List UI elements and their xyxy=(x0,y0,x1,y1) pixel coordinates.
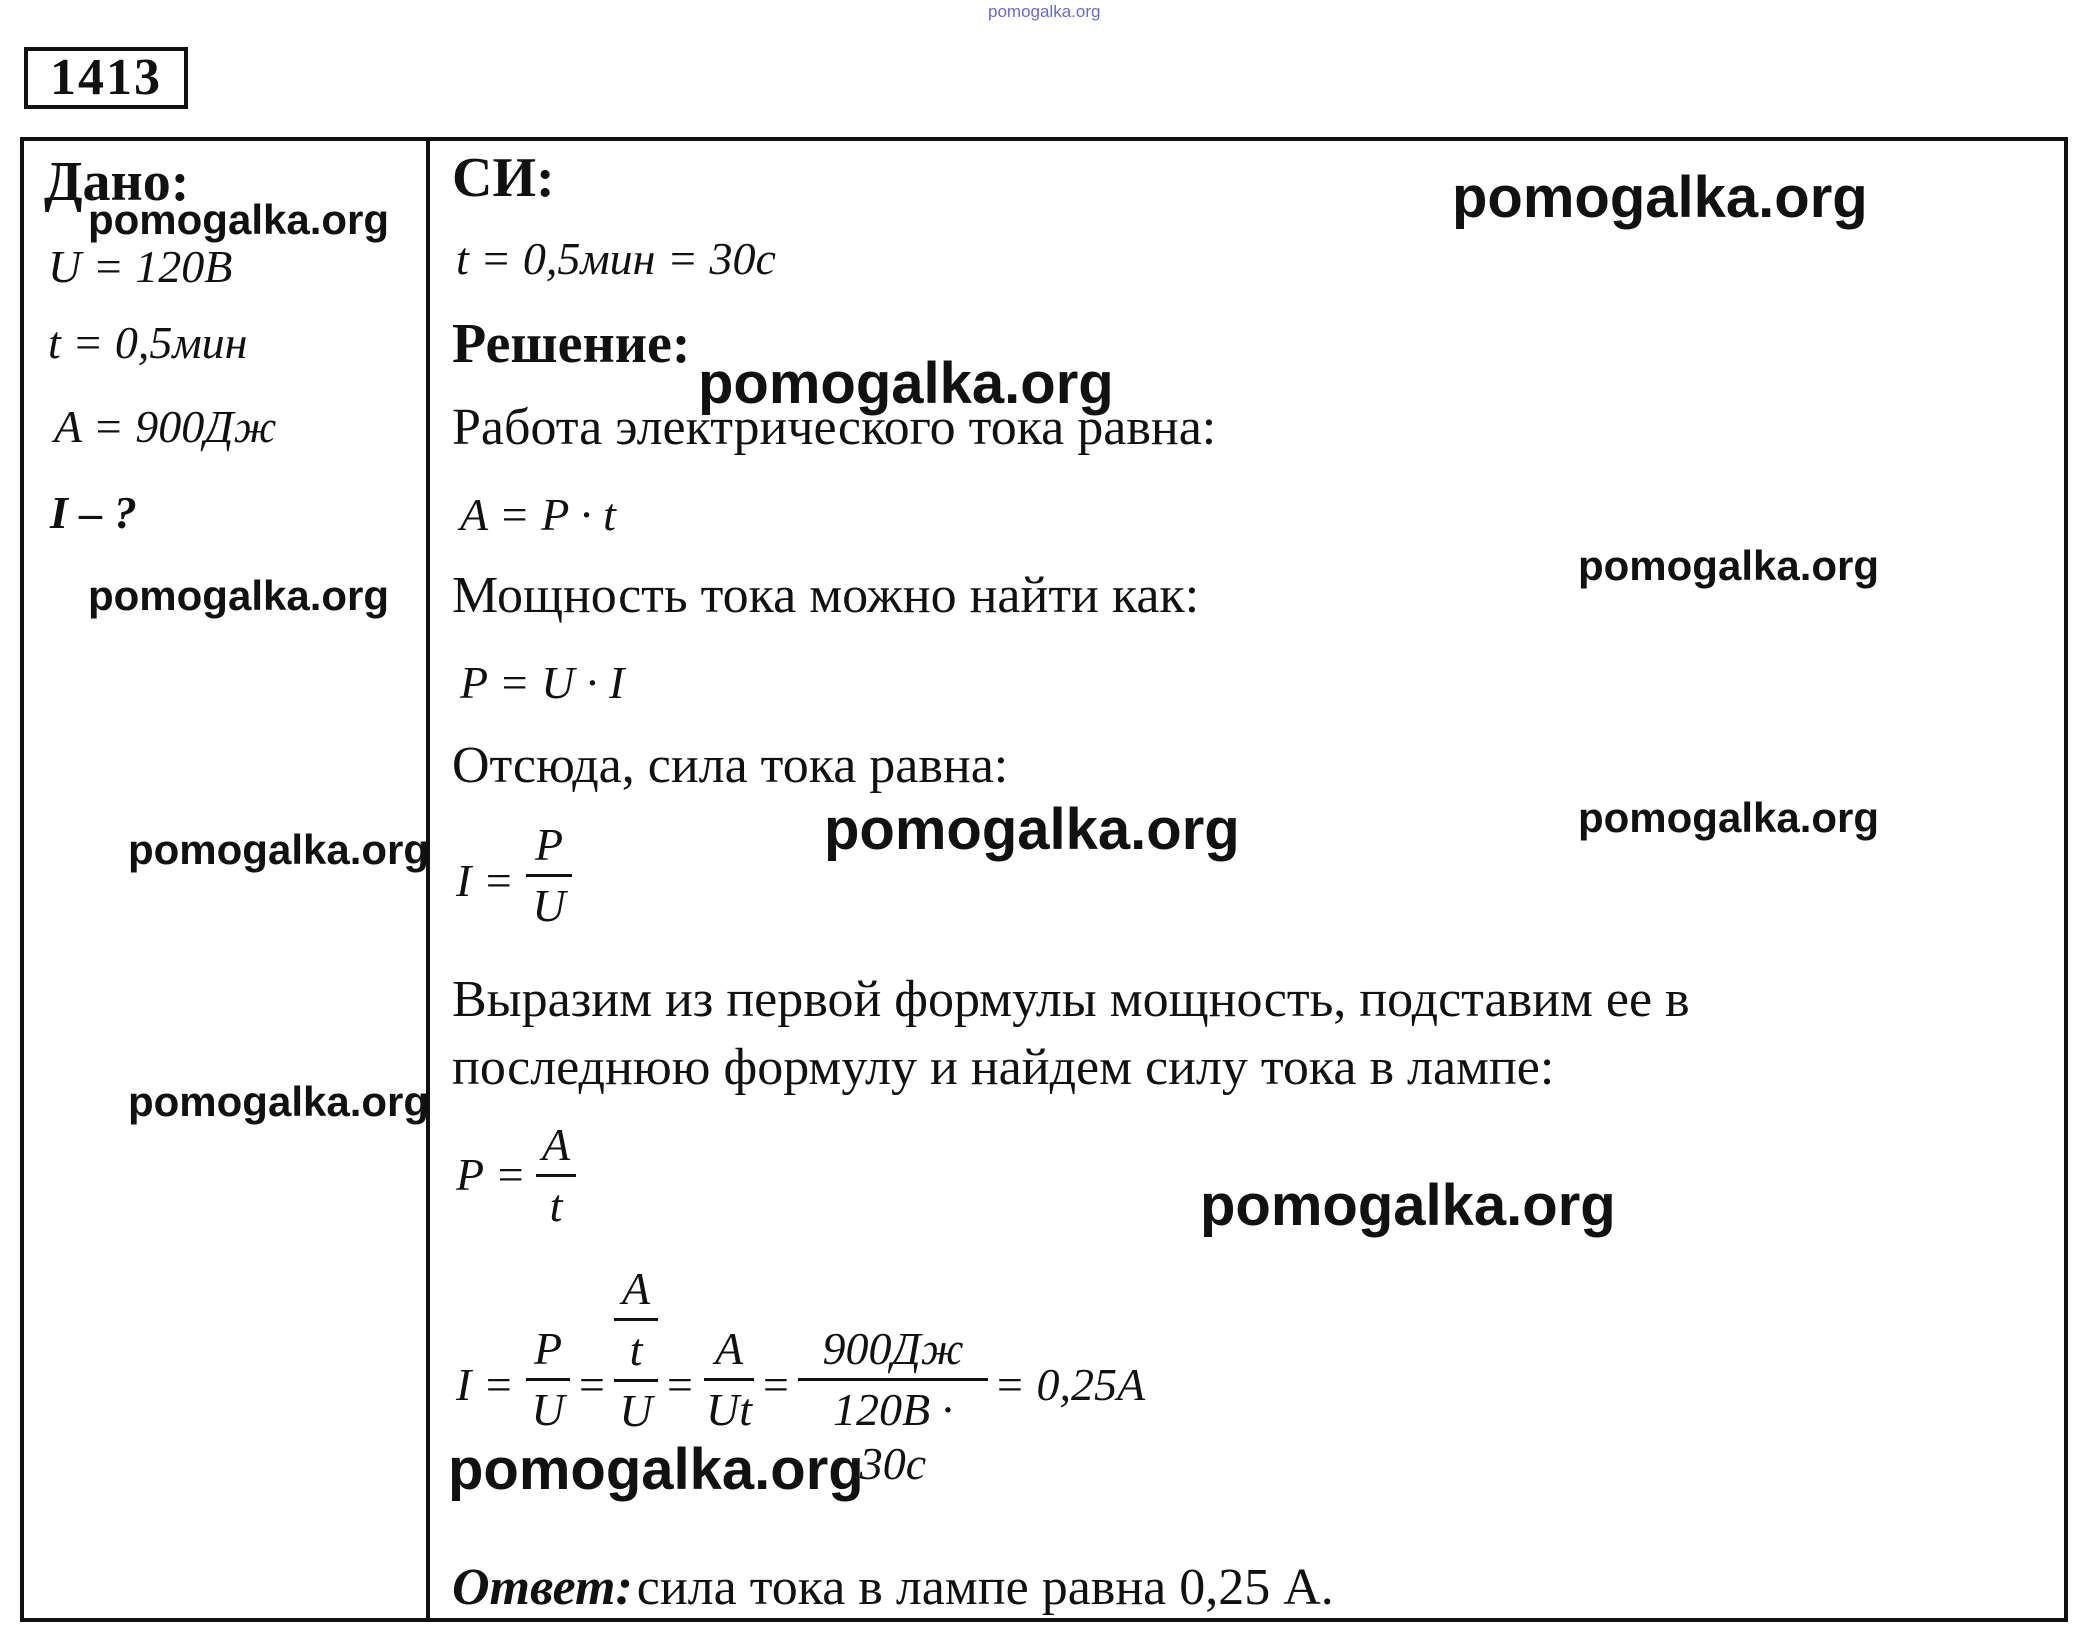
fraction-numerator: P xyxy=(533,1323,563,1374)
answer-label: Ответ: xyxy=(452,1559,633,1616)
fraction-bar xyxy=(536,1174,576,1177)
fraction-denominator: Ut xyxy=(706,1384,752,1435)
given-work: A = 900Дж xyxy=(54,401,277,452)
watermark: pomogalka.org xyxy=(1578,542,1880,589)
fraction-p-over-u xyxy=(526,818,572,933)
formula-current-lhs: I = xyxy=(456,855,514,906)
final-result: = 0,25A xyxy=(994,1359,1146,1410)
watermark: pomogalka.org xyxy=(1452,165,1868,230)
solution-text-1: Работа электрического тока равна: xyxy=(452,399,1217,456)
solution-text-4b: последнюю формулу и найдем силу тока в лампе: xyxy=(452,1039,1555,1096)
fraction-denominator: 120B · 30c xyxy=(832,1384,954,1489)
fraction-bar xyxy=(614,1318,658,1321)
watermark: pomogalka.org xyxy=(128,826,430,873)
fraction-numerator: P xyxy=(534,819,564,870)
fraction-denominator: U xyxy=(531,1384,565,1435)
si-conversion: t = 0,5мин = 30c xyxy=(456,233,776,284)
given-time: t = 0,5мин xyxy=(48,317,248,368)
watermark: pomogalka.org xyxy=(698,351,1114,416)
column-divider xyxy=(426,137,430,1622)
watermark: pomogalka.org xyxy=(128,1078,430,1125)
fraction-numerator: A xyxy=(621,1263,651,1314)
fraction-numerator: A xyxy=(714,1323,744,1374)
solution-text-2: Мощность тока можно найти как: xyxy=(452,567,1200,624)
fraction-bar xyxy=(798,1378,988,1381)
fraction-bar xyxy=(526,874,572,877)
fraction-denominator: t xyxy=(549,1180,563,1231)
answer-line xyxy=(452,1558,1334,1617)
si-heading: СИ: xyxy=(452,147,555,209)
equals-sign: = xyxy=(760,1359,792,1410)
answer-text: сила тока в лампе равна 0,25 А. xyxy=(636,1559,1334,1616)
final-fraction-compound xyxy=(614,1262,658,1438)
watermark: pomogalka.org xyxy=(88,196,390,243)
fraction-denominator: U xyxy=(619,1385,653,1436)
watermark: pomogalka.org xyxy=(824,797,1240,862)
fraction-numerator: A xyxy=(541,1119,571,1170)
fraction-bar xyxy=(704,1378,754,1381)
watermark: pomogalka.org xyxy=(88,572,390,619)
given-voltage: U = 120B xyxy=(48,241,233,292)
solution-text-4a: Выразим из первой формулы мощность, подставим ее в xyxy=(452,971,1690,1028)
fraction-numerator: 900Дж xyxy=(822,1323,964,1374)
formula-work: A = P · t xyxy=(460,489,616,540)
watermark: pomogalka.org xyxy=(1578,794,1880,841)
equals-sign: = xyxy=(576,1359,608,1410)
given-unknown: I – ? xyxy=(50,487,137,538)
fraction-denominator: U xyxy=(532,880,566,931)
formula-power-work-lhs: P = xyxy=(456,1149,526,1200)
solution-text-3: Отсюда, сила тока равна: xyxy=(452,737,1009,794)
equals-sign: = xyxy=(664,1359,696,1410)
fraction-denominator: t xyxy=(629,1324,643,1375)
final-fraction-p-over-u xyxy=(526,1322,570,1437)
fraction-bar xyxy=(526,1378,570,1381)
fraction-bar-main xyxy=(614,1379,658,1382)
fraction-a-over-t xyxy=(536,1118,576,1233)
problem-number: 1413 xyxy=(24,47,188,109)
final-fraction-a-over-ut xyxy=(704,1322,754,1437)
solution-heading: Решение: xyxy=(452,313,691,375)
watermark: pomogalka.org xyxy=(448,1437,864,1502)
watermark-top: pomogalka.org xyxy=(988,2,1101,21)
watermark: pomogalka.org xyxy=(1200,1173,1616,1238)
final-formula-lhs: I = xyxy=(456,1359,514,1410)
given-heading: Дано: xyxy=(44,151,190,213)
formula-power: P = U · I xyxy=(460,657,625,708)
